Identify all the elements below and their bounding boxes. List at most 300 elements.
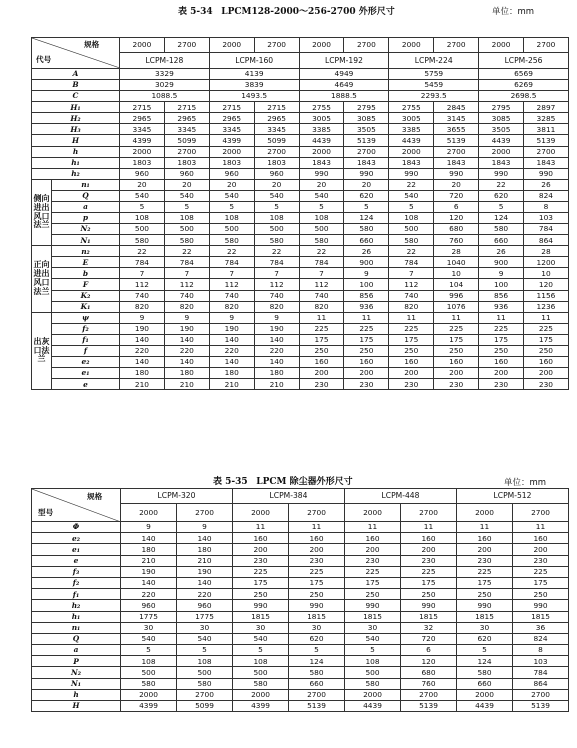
value-cell: 580 bbox=[233, 678, 289, 689]
value-cell: 500 bbox=[299, 224, 344, 235]
value-cell: 5 bbox=[344, 201, 389, 212]
table2-number: 表 5-35 bbox=[213, 477, 248, 487]
value-cell: 225 bbox=[513, 566, 569, 577]
table2-row bbox=[32, 577, 569, 588]
value-cell: 5459 bbox=[389, 80, 479, 91]
table1-row bbox=[32, 113, 569, 124]
size-cell: 2700 bbox=[524, 38, 569, 53]
value-cell: 680 bbox=[434, 224, 479, 235]
value-cell: 820 bbox=[299, 301, 344, 312]
value-cell: 5139 bbox=[401, 701, 457, 712]
row-label: a bbox=[52, 201, 120, 212]
value-cell: 225 bbox=[289, 566, 345, 577]
value-cell: 3811 bbox=[524, 124, 569, 135]
value-cell: 740 bbox=[209, 290, 254, 301]
value-cell: 2000 bbox=[209, 146, 254, 157]
value-cell: 990 bbox=[479, 168, 524, 179]
value-cell: 2715 bbox=[209, 102, 254, 113]
table1-row bbox=[32, 379, 569, 390]
value-cell: 2700 bbox=[177, 689, 233, 700]
model-cell: LCPM-128 bbox=[120, 53, 210, 69]
value-cell: 3345 bbox=[164, 124, 209, 135]
value-cell: 160 bbox=[434, 357, 479, 368]
value-cell: 250 bbox=[345, 589, 401, 600]
value-cell: 580 bbox=[344, 224, 389, 235]
value-cell: 230 bbox=[289, 555, 345, 566]
value-cell: 1888.5 bbox=[299, 91, 389, 102]
value-cell: 900 bbox=[344, 257, 389, 268]
value-cell: 4139 bbox=[209, 69, 299, 80]
value-cell: 824 bbox=[524, 190, 569, 201]
value-cell: 160 bbox=[457, 533, 513, 544]
size-cell: 2000 bbox=[209, 38, 254, 53]
table1-row bbox=[32, 246, 569, 257]
value-cell: 108 bbox=[389, 213, 434, 224]
value-cell: 580 bbox=[177, 678, 233, 689]
table1-header-spec: 规格 bbox=[84, 40, 100, 49]
value-cell: 180 bbox=[121, 544, 177, 555]
value-cell: 5099 bbox=[254, 135, 299, 146]
value-cell: 3839 bbox=[209, 80, 299, 91]
table2-row bbox=[32, 656, 569, 667]
value-cell: 200 bbox=[434, 368, 479, 379]
model-cell: LCPM-256 bbox=[479, 53, 569, 69]
value-cell: 2000 bbox=[299, 146, 344, 157]
value-cell: 3029 bbox=[120, 80, 210, 91]
row-label: H₂ bbox=[32, 113, 120, 124]
table2-row bbox=[32, 566, 569, 577]
value-cell: 990 bbox=[299, 168, 344, 179]
value-cell: 22 bbox=[389, 179, 434, 190]
value-cell: 140 bbox=[177, 533, 233, 544]
value-cell: 8 bbox=[513, 645, 569, 656]
value-cell: 1200 bbox=[524, 257, 569, 268]
value-cell: 1493.5 bbox=[209, 91, 299, 102]
value-cell: 1843 bbox=[344, 157, 389, 168]
value-cell: 740 bbox=[164, 290, 209, 301]
value-cell: 740 bbox=[254, 290, 299, 301]
value-cell: 990 bbox=[457, 600, 513, 611]
value-cell: 140 bbox=[177, 577, 233, 588]
value-cell: 3145 bbox=[434, 113, 479, 124]
value-cell: 990 bbox=[233, 600, 289, 611]
value-cell: 784 bbox=[389, 257, 434, 268]
value-cell: 112 bbox=[254, 279, 299, 290]
value-cell: 175 bbox=[233, 577, 289, 588]
value-cell: 2293.5 bbox=[389, 91, 479, 102]
value-cell: 20 bbox=[164, 179, 209, 190]
row-label: h₂ bbox=[32, 600, 121, 611]
value-cell: 160 bbox=[345, 533, 401, 544]
table2-row bbox=[32, 589, 569, 600]
value-cell: 3005 bbox=[389, 113, 434, 124]
value-cell: 2715 bbox=[120, 102, 165, 113]
value-cell: 856 bbox=[479, 290, 524, 301]
row-label: H bbox=[32, 701, 121, 712]
value-cell: 230 bbox=[524, 379, 569, 390]
value-cell: 580 bbox=[299, 235, 344, 246]
value-cell: 540 bbox=[345, 633, 401, 644]
value-cell: 140 bbox=[120, 357, 165, 368]
group-label: 出灰口法兰 bbox=[32, 312, 52, 390]
value-cell: 108 bbox=[345, 656, 401, 667]
value-cell: 1156 bbox=[524, 290, 569, 301]
value-cell: 4439 bbox=[389, 135, 434, 146]
value-cell: 160 bbox=[479, 357, 524, 368]
value-cell: 175 bbox=[389, 334, 434, 345]
row-label: F bbox=[52, 279, 120, 290]
value-cell: 2845 bbox=[434, 102, 479, 113]
row-label: e₂ bbox=[52, 357, 120, 368]
value-cell: 7 bbox=[164, 268, 209, 279]
size-cell: 2000 bbox=[389, 38, 434, 53]
value-cell: 1843 bbox=[434, 157, 479, 168]
table1-row bbox=[32, 279, 569, 290]
row-label: b bbox=[52, 268, 120, 279]
value-cell: 540 bbox=[209, 190, 254, 201]
value-cell: 2700 bbox=[524, 146, 569, 157]
value-cell: 30 bbox=[177, 622, 233, 633]
value-cell: 230 bbox=[434, 379, 479, 390]
table2-row bbox=[32, 645, 569, 656]
value-cell: 2755 bbox=[389, 102, 434, 113]
row-label: h₂ bbox=[32, 168, 120, 179]
table1-row bbox=[32, 235, 569, 246]
value-cell: 1815 bbox=[513, 611, 569, 622]
value-cell: 2965 bbox=[209, 113, 254, 124]
value-cell: 960 bbox=[177, 600, 233, 611]
value-cell: 200 bbox=[457, 544, 513, 555]
table1-row bbox=[32, 179, 569, 190]
table2-row bbox=[32, 544, 569, 555]
value-cell: 620 bbox=[457, 633, 513, 644]
value-cell: 5139 bbox=[289, 701, 345, 712]
value-cell: 250 bbox=[479, 345, 524, 356]
table1-row bbox=[32, 80, 569, 91]
value-cell: 28 bbox=[434, 246, 479, 257]
size-cell: 2700 bbox=[164, 38, 209, 53]
value-cell: 124 bbox=[479, 213, 524, 224]
value-cell: 108 bbox=[209, 213, 254, 224]
value-cell: 3285 bbox=[524, 113, 569, 124]
value-cell: 900 bbox=[479, 257, 524, 268]
value-cell: 784 bbox=[513, 667, 569, 678]
value-cell: 124 bbox=[344, 213, 389, 224]
value-cell: 5 bbox=[345, 645, 401, 656]
value-cell: 960 bbox=[120, 168, 165, 179]
value-cell: 2755 bbox=[299, 102, 344, 113]
value-cell: 175 bbox=[344, 334, 389, 345]
value-cell: 820 bbox=[164, 301, 209, 312]
value-cell: 11 bbox=[299, 312, 344, 323]
value-cell: 864 bbox=[513, 678, 569, 689]
table1-caption bbox=[178, 4, 395, 17]
value-cell: 250 bbox=[457, 589, 513, 600]
table1-row bbox=[32, 102, 569, 113]
table1-row bbox=[32, 357, 569, 368]
value-cell: 180 bbox=[209, 368, 254, 379]
value-cell: 104 bbox=[434, 279, 479, 290]
size-cell: 2700 bbox=[289, 504, 345, 522]
value-cell: 22 bbox=[389, 246, 434, 257]
size-cell: 2700 bbox=[254, 38, 299, 53]
value-cell: 1803 bbox=[209, 157, 254, 168]
value-cell: 2000 bbox=[233, 689, 289, 700]
value-cell: 108 bbox=[120, 213, 165, 224]
value-cell: 540 bbox=[120, 190, 165, 201]
row-label: a bbox=[32, 645, 121, 656]
value-cell: 225 bbox=[299, 323, 344, 334]
value-cell: 660 bbox=[457, 678, 513, 689]
size-cell: 2000 bbox=[121, 504, 177, 522]
row-label: K₁ bbox=[52, 301, 120, 312]
table2-caption bbox=[213, 474, 353, 487]
value-cell: 1843 bbox=[524, 157, 569, 168]
value-cell: 160 bbox=[513, 533, 569, 544]
value-cell: 996 bbox=[434, 290, 479, 301]
row-label: h₁ bbox=[32, 611, 121, 622]
row-label: f₂ bbox=[52, 323, 120, 334]
value-cell: 5 bbox=[233, 645, 289, 656]
value-cell: 4649 bbox=[299, 80, 389, 91]
value-cell: 120 bbox=[434, 213, 479, 224]
value-cell: 250 bbox=[344, 345, 389, 356]
value-cell: 210 bbox=[164, 379, 209, 390]
value-cell: 740 bbox=[299, 290, 344, 301]
table1-row bbox=[32, 257, 569, 268]
value-cell: 190 bbox=[209, 323, 254, 334]
value-cell: 1076 bbox=[434, 301, 479, 312]
row-label: n₂ bbox=[52, 246, 120, 257]
size-cell: 2000 bbox=[233, 504, 289, 522]
value-cell: 175 bbox=[345, 577, 401, 588]
model-cell: LCPM-320 bbox=[121, 489, 233, 504]
value-cell: 140 bbox=[254, 357, 299, 368]
value-cell: 100 bbox=[479, 279, 524, 290]
value-cell: 784 bbox=[209, 257, 254, 268]
table2-row bbox=[32, 701, 569, 712]
value-cell: 580 bbox=[389, 235, 434, 246]
value-cell: 7 bbox=[299, 268, 344, 279]
value-cell: 580 bbox=[254, 235, 299, 246]
value-cell: 20 bbox=[254, 179, 299, 190]
value-cell: 500 bbox=[345, 667, 401, 678]
value-cell: 3345 bbox=[209, 124, 254, 135]
value-cell: 108 bbox=[299, 213, 344, 224]
value-cell: 225 bbox=[389, 323, 434, 334]
value-cell: 760 bbox=[401, 678, 457, 689]
value-cell: 250 bbox=[233, 589, 289, 600]
row-label: f bbox=[52, 345, 120, 356]
value-cell: 200 bbox=[233, 544, 289, 555]
value-cell: 225 bbox=[344, 323, 389, 334]
value-cell: 3085 bbox=[344, 113, 389, 124]
value-cell: 540 bbox=[164, 190, 209, 201]
value-cell: 180 bbox=[177, 544, 233, 555]
value-cell: 160 bbox=[401, 533, 457, 544]
row-label: H₃ bbox=[32, 124, 120, 135]
value-cell: 990 bbox=[389, 168, 434, 179]
row-label: C bbox=[32, 91, 120, 102]
value-cell: 2000 bbox=[389, 146, 434, 157]
value-cell: 1775 bbox=[121, 611, 177, 622]
value-cell: 26 bbox=[479, 246, 524, 257]
value-cell: 190 bbox=[120, 323, 165, 334]
table1-row bbox=[32, 290, 569, 301]
value-cell: 36 bbox=[513, 622, 569, 633]
value-cell: 990 bbox=[401, 600, 457, 611]
value-cell: 5 bbox=[177, 645, 233, 656]
value-cell: 540 bbox=[177, 633, 233, 644]
model-cell: LCPM-160 bbox=[209, 53, 299, 69]
row-label: n₁ bbox=[32, 622, 121, 633]
value-cell: 26 bbox=[524, 179, 569, 190]
table2-unit: 单位：mm bbox=[504, 478, 547, 488]
value-cell: 230 bbox=[233, 555, 289, 566]
value-cell: 990 bbox=[345, 600, 401, 611]
value-cell: 250 bbox=[513, 589, 569, 600]
value-cell: 990 bbox=[524, 168, 569, 179]
value-cell: 160 bbox=[389, 357, 434, 368]
value-cell: 540 bbox=[233, 633, 289, 644]
row-label: H₁ bbox=[32, 102, 120, 113]
value-cell: 230 bbox=[299, 379, 344, 390]
value-cell: 620 bbox=[289, 633, 345, 644]
value-cell: 200 bbox=[524, 368, 569, 379]
value-cell: 990 bbox=[344, 168, 389, 179]
value-cell: 180 bbox=[120, 368, 165, 379]
value-cell: 824 bbox=[513, 633, 569, 644]
value-cell: 11 bbox=[513, 522, 569, 533]
value-cell: 22 bbox=[479, 179, 524, 190]
value-cell: 784 bbox=[254, 257, 299, 268]
table1-row bbox=[32, 334, 569, 345]
table2-row bbox=[32, 522, 569, 533]
value-cell: 11 bbox=[434, 312, 479, 323]
value-cell: 960 bbox=[254, 168, 299, 179]
value-cell: 4949 bbox=[299, 69, 389, 80]
value-cell: 108 bbox=[121, 656, 177, 667]
value-cell: 200 bbox=[479, 368, 524, 379]
table2-row bbox=[32, 533, 569, 544]
value-cell: 225 bbox=[233, 566, 289, 577]
value-cell: 180 bbox=[164, 368, 209, 379]
value-cell: 4439 bbox=[479, 135, 524, 146]
table1-header-corner bbox=[32, 38, 120, 69]
value-cell: 500 bbox=[209, 224, 254, 235]
value-cell: 108 bbox=[177, 656, 233, 667]
value-cell: 580 bbox=[209, 235, 254, 246]
size-cell: 2700 bbox=[513, 504, 569, 522]
value-cell: 820 bbox=[209, 301, 254, 312]
value-cell: 250 bbox=[401, 589, 457, 600]
value-cell: 2000 bbox=[457, 689, 513, 700]
value-cell: 11 bbox=[524, 312, 569, 323]
size-cell: 2700 bbox=[344, 38, 389, 53]
value-cell: 200 bbox=[289, 544, 345, 555]
value-cell: 1815 bbox=[457, 611, 513, 622]
value-cell: 112 bbox=[389, 279, 434, 290]
value-cell: 2795 bbox=[479, 102, 524, 113]
value-cell: 30 bbox=[345, 622, 401, 633]
value-cell: 230 bbox=[479, 379, 524, 390]
value-cell: 2700 bbox=[401, 689, 457, 700]
value-cell: 230 bbox=[344, 379, 389, 390]
value-cell: 11 bbox=[389, 312, 434, 323]
row-label: K₂ bbox=[52, 290, 120, 301]
value-cell: 1040 bbox=[434, 257, 479, 268]
value-cell: 5139 bbox=[434, 135, 479, 146]
value-cell: 250 bbox=[434, 345, 479, 356]
table1-row bbox=[32, 69, 569, 80]
value-cell: 9 bbox=[121, 522, 177, 533]
value-cell: 660 bbox=[289, 678, 345, 689]
value-cell: 220 bbox=[164, 345, 209, 356]
table1-header-code: 代号 bbox=[36, 55, 52, 64]
value-cell: 225 bbox=[457, 566, 513, 577]
value-cell: 210 bbox=[120, 379, 165, 390]
value-cell: 11 bbox=[345, 522, 401, 533]
value-cell: 9 bbox=[209, 312, 254, 323]
value-cell: 4399 bbox=[120, 135, 165, 146]
value-cell: 225 bbox=[434, 323, 479, 334]
value-cell: 210 bbox=[121, 555, 177, 566]
value-cell: 784 bbox=[164, 257, 209, 268]
value-cell: 108 bbox=[233, 656, 289, 667]
value-cell: 540 bbox=[254, 190, 299, 201]
value-cell: 30 bbox=[121, 622, 177, 633]
model-cell: LCPM-448 bbox=[345, 489, 457, 504]
value-cell: 2965 bbox=[120, 113, 165, 124]
value-cell: 30 bbox=[289, 622, 345, 633]
table1-row bbox=[32, 135, 569, 146]
group-label: 正向进出风口法兰 bbox=[32, 246, 52, 312]
value-cell: 220 bbox=[120, 345, 165, 356]
value-cell: 11 bbox=[289, 522, 345, 533]
value-cell: 140 bbox=[254, 334, 299, 345]
value-cell: 660 bbox=[344, 235, 389, 246]
value-cell: 1843 bbox=[299, 157, 344, 168]
value-cell: 2715 bbox=[164, 102, 209, 113]
value-cell: 1803 bbox=[120, 157, 165, 168]
value-cell: 5 bbox=[457, 645, 513, 656]
value-cell: 990 bbox=[434, 168, 479, 179]
value-cell: 784 bbox=[299, 257, 344, 268]
value-cell: 9 bbox=[164, 312, 209, 323]
value-cell: 30 bbox=[233, 622, 289, 633]
row-label: H bbox=[32, 135, 120, 146]
value-cell: 3655 bbox=[434, 124, 479, 135]
value-cell: 112 bbox=[120, 279, 165, 290]
value-cell: 103 bbox=[524, 213, 569, 224]
value-cell: 6 bbox=[401, 645, 457, 656]
value-cell: 225 bbox=[345, 566, 401, 577]
value-cell: 3005 bbox=[299, 113, 344, 124]
value-cell: 3385 bbox=[389, 124, 434, 135]
value-cell: 1815 bbox=[289, 611, 345, 622]
value-cell: 22 bbox=[299, 246, 344, 257]
value-cell: 140 bbox=[209, 357, 254, 368]
value-cell: 2000 bbox=[479, 146, 524, 157]
value-cell: 3345 bbox=[254, 124, 299, 135]
value-cell: 6269 bbox=[479, 80, 569, 91]
value-cell: 140 bbox=[209, 334, 254, 345]
value-cell: 250 bbox=[299, 345, 344, 356]
value-cell: 124 bbox=[289, 656, 345, 667]
value-cell: 784 bbox=[120, 257, 165, 268]
table2 bbox=[31, 488, 569, 712]
row-label: e₂ bbox=[32, 533, 121, 544]
